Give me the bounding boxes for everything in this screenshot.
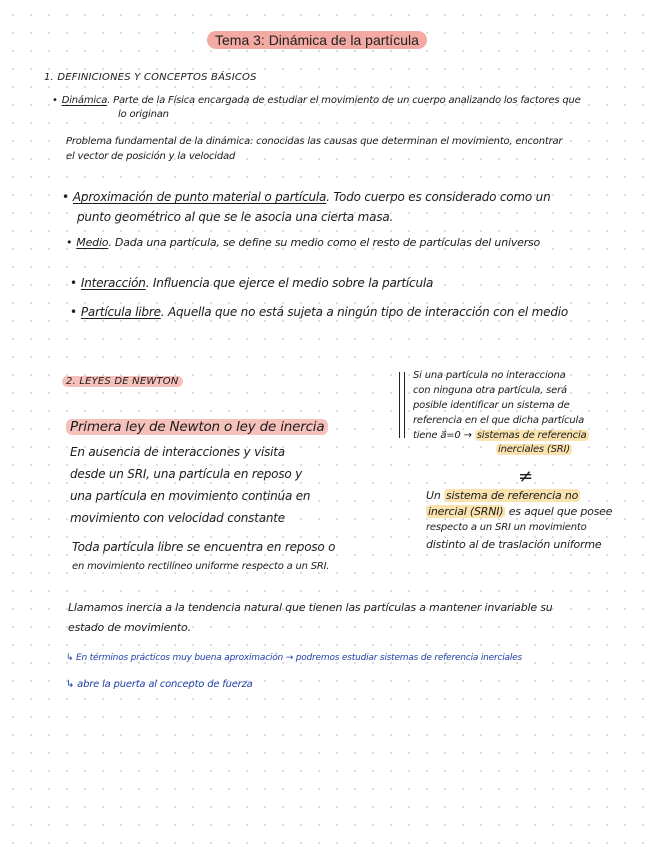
term-dinamica: Dinámica: [61, 95, 108, 106]
free-particle-line-1: Toda partícula libre se encuentra en reposo o: [72, 540, 336, 554]
term-particula-libre: Partícula libre: [80, 305, 161, 319]
free-particle-line-2: en movimiento rectilíneo uniforme respecto a un SRI.: [72, 561, 330, 572]
srni-line-3: respecto a un SRI un movimiento: [426, 522, 587, 533]
medio-definition: . Dada una partícula, se define su medio como el resto de partículas del universo: [108, 236, 541, 249]
page-title: Tema 3: Dinámica de la partícula: [207, 31, 427, 49]
definition-aproximacion: [62, 190, 551, 204]
side-note-line-3: posible identificar un sistema de: [413, 400, 570, 411]
srni-line-4: distinto al de traslación uniforme: [426, 538, 602, 551]
bullet-icon: [52, 95, 62, 106]
side-note-line-2: con ninguna otra partícula, será: [413, 385, 567, 396]
particula-libre-definition: . Aquella que no está sujeta a ningún tipo de interacción con el medio: [160, 305, 569, 319]
section-2-heading: 2. LEYES DE NEWTON: [62, 376, 183, 387]
first-law-line-3: una partícula en movimiento continúa en: [70, 489, 311, 503]
term-interaccion: Interacción: [80, 276, 146, 290]
note-practical-approximation: ↳ En términos prácticos muy buena aproximación → podremos estudiar sistemas de referencia inerciales: [66, 653, 522, 663]
bullet-icon: [62, 190, 73, 204]
inercia-definition-cont: estado de movimiento.: [68, 621, 191, 634]
srni-line-1: Un sistema de referencia no: [426, 489, 579, 502]
bullet-icon: [66, 236, 76, 249]
not-equal-sign: ≠: [518, 466, 533, 487]
bullet-icon: [70, 276, 81, 290]
problema-fundamental: Problema fundamental de la dinámica: conocidas las causas que determinan el movimiento, encontrar: [66, 136, 563, 147]
aproximacion-definition: . Todo cuerpo es considerado como un: [326, 190, 551, 204]
definition-medio: [66, 236, 540, 249]
definition-dinamica: [52, 95, 581, 106]
dinamica-definition-cont: lo originan: [118, 109, 169, 120]
first-law-line-1: En ausencia de interacciones y visita: [70, 445, 285, 459]
definition-interaccion: [70, 276, 433, 290]
bullet-icon: [70, 305, 81, 319]
note-force-concept: ↳ abre la puerta al concepto de fuerza: [66, 679, 253, 690]
side-note-bar: [399, 372, 405, 438]
problema-fundamental-cont: el vector de posición y la velocidad: [66, 151, 236, 162]
side-note-line-1: Si una partícula no interacciona: [413, 370, 566, 381]
first-law-line-2: desde un SRI, una partícula en reposo y: [70, 467, 303, 481]
definition-particula-libre: [70, 305, 568, 319]
side-note-line-4: referencia en el que dicha partícula: [413, 415, 585, 426]
first-law-line-4: movimiento con velocidad constante: [70, 511, 285, 525]
interaccion-definition: . Influencia que ejerce el medio sobre la partícula: [145, 276, 434, 290]
section-1-heading: 1. DEFINICIONES Y CONCEPTOS BÁSICOS: [44, 72, 257, 83]
term-aproximacion: Aproximación de punto material o partícula: [72, 190, 327, 204]
side-note-sri-label: inerciales (SRI): [498, 444, 570, 455]
first-law-title: Primera ley de Newton o ley de inercia: [66, 419, 328, 435]
term-medio: Medio: [76, 236, 109, 249]
aproximacion-definition-cont: punto geométrico al que se le asocia una cierta masa.: [77, 210, 394, 224]
inercia-definition: Llamamos inercia a la tendencia natural que tienen las partículas a mantener invariable su: [68, 601, 553, 614]
srni-line-2: inercial (SRNI) es aquel que posee: [428, 505, 613, 518]
side-note-line-5: tiene a⃗=0 → sistemas de referencia: [413, 430, 587, 441]
dinamica-definition: . Parte de la Física encargada de estudiar el movimiento de un cuerpo analizando los factores que: [107, 95, 581, 106]
